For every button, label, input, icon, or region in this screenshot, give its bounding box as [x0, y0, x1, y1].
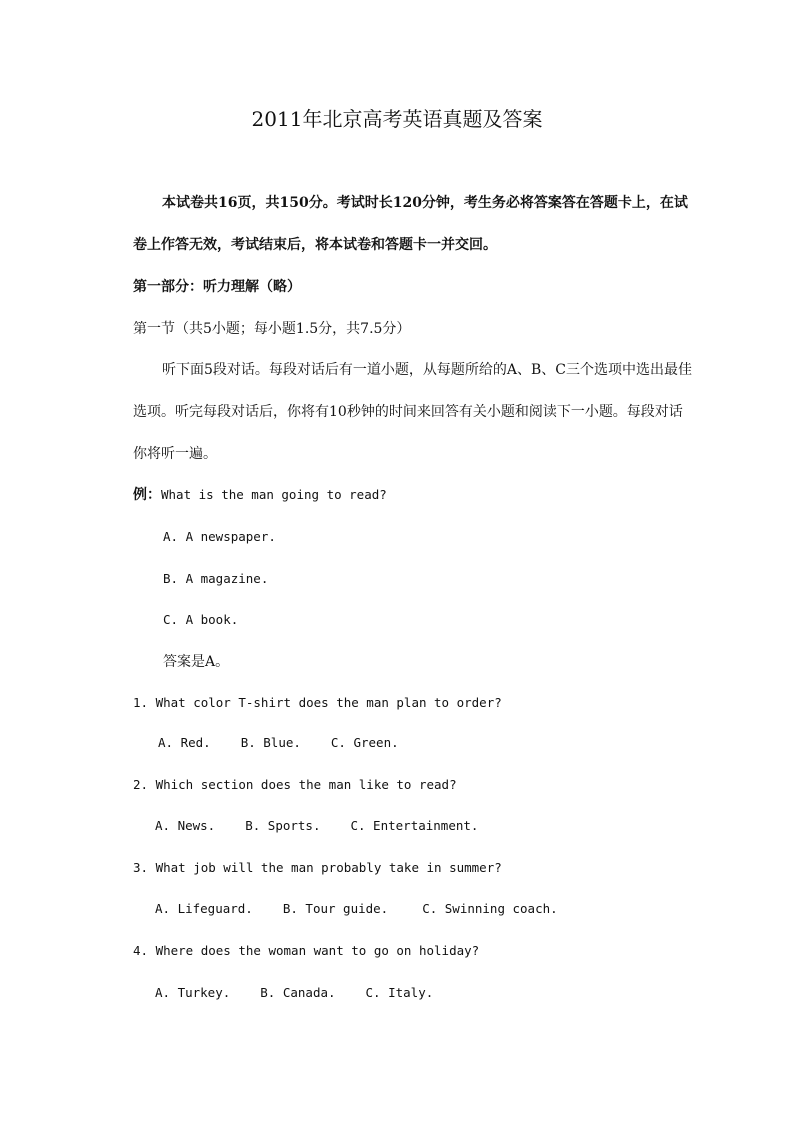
page-title: 2011年北京高考英语真题及答案 [251, 107, 543, 131]
example-answer: 答案是A。 [163, 654, 230, 670]
example-option-b: B. A magazine. [163, 571, 269, 586]
question-1-options [158, 735, 399, 750]
option: A. News. [155, 818, 216, 833]
intro-line-2: 卷上作答无效，考试结束后，将本试卷和答题卡一并交回。 [133, 237, 497, 253]
instructions-line-1: 听下面5段对话。每段对话后有一道小题，从每题所给的A、B、C三个选项中选出最佳 [162, 362, 693, 378]
instructions-line-3: 你将听一遍。 [133, 446, 217, 462]
option: A. Lifeguard. [155, 901, 253, 916]
part1-heading: 第一部分：听力理解（略） [133, 279, 301, 295]
question-4: 4. Where does the woman want to go on holiday? [133, 943, 480, 958]
question-2-options [155, 818, 478, 833]
example-label: 例： [133, 487, 161, 503]
question-3-options [155, 901, 558, 916]
instructions-line-2: 选项。听完每段对话后，你将有10秒钟的时间来回答有关小题和阅读下一小题。每段对话 [133, 404, 683, 420]
option: A. Red. [158, 735, 211, 750]
question-1: 1. What color T-shirt does the man plan to order? [133, 695, 502, 710]
option: C. Italy. [365, 985, 434, 1000]
section1-heading: 第一节（共5小题；每小题1.5分，共7.5分） [133, 321, 411, 337]
example-option-c: C. A book. [163, 612, 239, 627]
intro-line-1: 本试卷共16页，共150分。考试时长120分钟，考生务必将答案答在答题卡上，在试 [162, 195, 688, 211]
example-question: What is the man going to read? [161, 487, 387, 502]
option: C. Entertainment. [350, 818, 479, 833]
option: B. Tour guide. [282, 901, 389, 916]
option: B. Sports. [245, 818, 321, 833]
question-2: 2. Which section does the man like to read? [133, 777, 457, 792]
option: B. Blue. [240, 735, 301, 750]
example-question-line [133, 484, 387, 504]
option: A. Turkey. [155, 985, 231, 1000]
question-3: 3. What job will the man probably take in summer? [133, 860, 502, 875]
example-option-a: A. A newspaper. [163, 529, 276, 544]
option: C. Green. [330, 735, 399, 750]
option: C. Swinning coach. [422, 901, 558, 916]
question-4-options [155, 985, 433, 1000]
option: B. Canada. [260, 985, 336, 1000]
